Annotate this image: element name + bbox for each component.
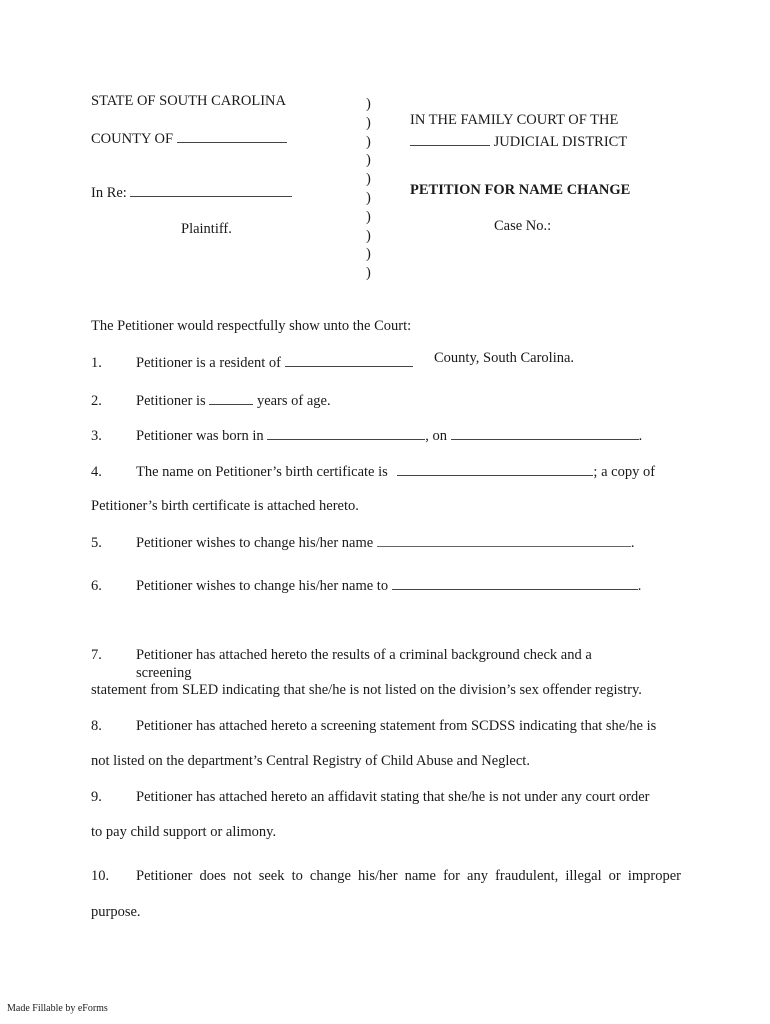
item-number: 2. [91, 393, 102, 409]
court-line-2 [410, 131, 627, 151]
item-7-line-3: statement from SLED indicating that she/he is not listed on the division’s sex offender registry. [91, 682, 642, 698]
county-label: COUNTY OF [91, 131, 174, 147]
age-field[interactable] [209, 390, 253, 405]
item-number: 6. [91, 578, 102, 594]
item-number: 9. [91, 789, 102, 805]
item-text: Petitioner has attached hereto an affidavit stating that she/he is not under any court order [136, 789, 650, 805]
item-text: years of age. [256, 393, 331, 409]
item-text: . [637, 578, 642, 594]
resident-county-field[interactable] [285, 352, 413, 367]
item-text: . [638, 428, 643, 444]
birthdate-field[interactable] [451, 425, 639, 440]
item-3 [91, 425, 642, 445]
court-line-1: IN THE FAMILY COURT OF THE [410, 112, 619, 128]
item-text: Petitioner wishes to change his/her name [136, 535, 374, 551]
county-field[interactable] [177, 128, 287, 143]
item-text: , on [425, 428, 448, 444]
item-7 [91, 646, 592, 664]
item-10 [91, 867, 681, 885]
item-8 [91, 717, 656, 735]
item-text: Petitioner is [136, 393, 206, 409]
county-line [91, 128, 287, 148]
current-name-field[interactable] [377, 532, 631, 547]
birth-certificate-name-field[interactable] [397, 461, 593, 476]
footer-credit: Made Fillable by eForms [7, 1003, 108, 1014]
item-text: . [630, 535, 635, 551]
item-text: ; a copy of [593, 464, 656, 480]
plaintiff-label: Plaintiff. [181, 221, 232, 237]
in-re-line [91, 182, 292, 202]
item-number: 3. [91, 428, 102, 444]
item-number: 4. [91, 464, 102, 480]
item-text: Petitioner has attached hereto a screening statement from SCDSS indicating that she/he is [136, 718, 657, 734]
item-8-line-2: not listed on the department’s Central Registry of Child Abuse and Neglect. [91, 753, 530, 769]
item-4-line-2: Petitioner’s birth certificate is attached hereto. [91, 498, 359, 514]
item-text: Petitioner wishes to change his/her name to [136, 578, 389, 594]
item-number: 1. [91, 355, 102, 371]
item-9-line-2: to pay child support or alimony. [91, 824, 277, 840]
item-number: 10. [91, 868, 110, 884]
in-re-label: In Re: [91, 185, 127, 201]
item-number: 7. [91, 647, 102, 663]
in-re-field[interactable] [130, 182, 292, 197]
item-number: 8. [91, 718, 102, 734]
birthplace-field[interactable] [267, 425, 425, 440]
judicial-district-field[interactable] [410, 131, 490, 146]
caption-parentheses: ) ) ) ) ) ) ) ) ) ) [366, 96, 371, 282]
case-no-field[interactable] [556, 217, 656, 235]
item-7-line-2: screening [136, 665, 192, 681]
case-no-label: Case No.: [494, 218, 552, 234]
item-5 [91, 532, 634, 552]
item-9 [91, 788, 650, 806]
new-name-field[interactable] [392, 575, 638, 590]
item-1 [91, 352, 413, 372]
item-text: Petitioner is a resident of [136, 355, 281, 371]
item-text: Petitioner was born in [136, 428, 264, 444]
item-number: 5. [91, 535, 102, 551]
intro-text: The Petitioner would respectfully show unto the Court: [91, 318, 412, 334]
item-text: Petitioner does not seek to change his/her name for any fraudulent, illegal or improper [136, 868, 681, 884]
item-10-line-2: purpose. [91, 904, 141, 920]
judicial-district-label: JUDICIAL DISTRICT [493, 134, 628, 150]
state-heading: STATE OF SOUTH CAROLINA [91, 93, 286, 109]
item-4 [91, 461, 655, 481]
item-1-tail: County, South Carolina. [434, 350, 575, 366]
item-text: The name on Petitioner’s birth certificate is [136, 464, 388, 480]
item-6 [91, 575, 641, 595]
item-text: Petitioner has attached hereto the results of a criminal background check and a [136, 647, 592, 663]
petition-title: PETITION FOR NAME CHANGE [410, 182, 631, 198]
item-2 [91, 390, 331, 410]
